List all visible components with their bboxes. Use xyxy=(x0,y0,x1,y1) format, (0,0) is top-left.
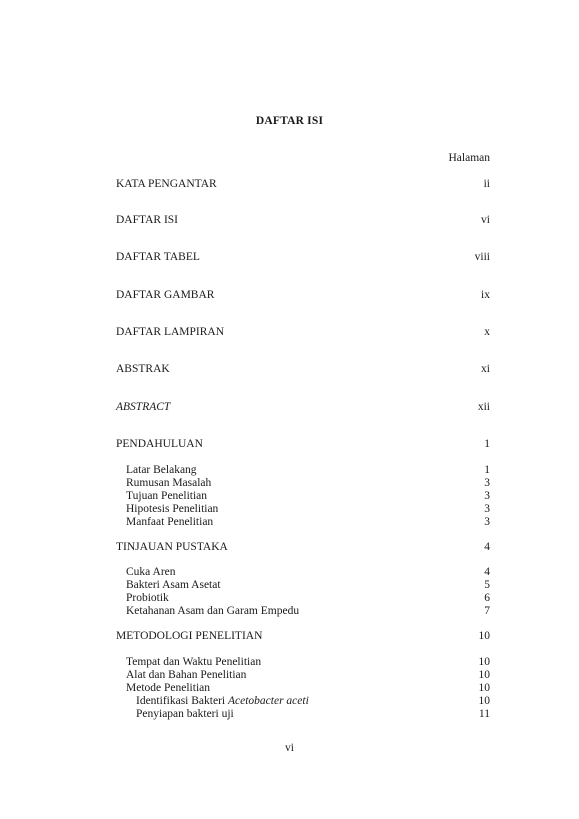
toc-page-number: 10 xyxy=(478,695,490,707)
toc-label: ABSTRACT xyxy=(116,401,171,413)
toc-label: Probiotik xyxy=(126,592,169,604)
toc-entry-alat-bahan xyxy=(126,668,490,682)
toc-label: Hipotesis Penelitian xyxy=(126,503,219,515)
toc-entry-probiotik xyxy=(126,591,490,605)
toc-label: DAFTAR TABEL xyxy=(116,251,200,263)
toc-page-number: 3 xyxy=(484,490,490,502)
toc-page-number: 10 xyxy=(478,682,490,694)
toc-entry-manfaat-penelitian xyxy=(126,515,490,529)
toc-entry-identifikasi-bakteri xyxy=(136,694,490,708)
toc-page-number: vi xyxy=(481,214,490,226)
toc-entry-cuka-aren xyxy=(126,565,490,579)
toc-label: Bakteri Asam Asetat xyxy=(126,579,221,591)
toc-label: Alat dan Bahan Penelitian xyxy=(126,669,247,681)
toc-label: KATA PENGANTAR xyxy=(116,178,217,190)
halaman-header: Halaman xyxy=(448,152,490,164)
toc-label: DAFTAR ISI xyxy=(116,214,179,226)
toc-entry-abstrak xyxy=(116,362,490,376)
toc-entry-tinjauan-pustaka xyxy=(116,540,490,554)
toc-page-number: 10 xyxy=(478,656,490,668)
toc-entry-tujuan-penelitian xyxy=(126,489,490,503)
page-title: DAFTAR ISI xyxy=(255,115,324,127)
toc-label: ABSTRAK xyxy=(116,363,170,375)
toc-page-number: 6 xyxy=(484,592,490,604)
toc-entry-daftar-lampiran xyxy=(116,325,490,339)
toc-page-number: 7 xyxy=(484,605,490,617)
toc-page-number: 3 xyxy=(484,503,490,515)
toc-page-number: 4 xyxy=(484,541,490,553)
toc-page-number: 10 xyxy=(478,630,490,642)
toc-entry-latar-belakang xyxy=(126,463,490,477)
toc-page-number: 4 xyxy=(484,566,490,578)
toc-page-number: 1 xyxy=(484,438,490,450)
toc-label: Latar Belakang xyxy=(126,464,197,476)
toc-entry-rumusan-masalah xyxy=(126,476,490,490)
toc-label-text: Identifikasi Bakteri xyxy=(136,695,226,707)
toc-label xyxy=(136,694,309,708)
toc-page-number: x xyxy=(484,326,490,338)
toc-page-number: ix xyxy=(481,289,490,301)
toc-label: Ketahanan Asam dan Garam Empedu xyxy=(126,605,300,617)
toc-label: Penyiapan bakteri uji xyxy=(136,708,234,720)
toc-label: PENDAHULUAN xyxy=(116,438,203,450)
toc-entry-tempat-waktu xyxy=(126,655,490,669)
toc-entry-ketahanan-asam xyxy=(126,604,490,618)
toc-page-number: viii xyxy=(474,251,490,263)
toc-label: Tempat dan Waktu Penelitian xyxy=(126,656,262,668)
toc-entry-abstract xyxy=(116,400,490,414)
toc-label: METODOLOGI PENELITIAN xyxy=(116,630,263,642)
toc-page-number: 10 xyxy=(478,669,490,681)
toc-page-number: 3 xyxy=(484,516,490,528)
footer-page-number: vi xyxy=(285,742,294,754)
toc-page-number: 5 xyxy=(484,579,490,591)
toc-entry-metode-penelitian xyxy=(126,681,490,695)
toc-label: TINJAUAN PUSTAKA xyxy=(116,541,228,553)
toc-entry-metodologi-penelitian xyxy=(116,629,490,643)
toc-label: Cuka Aren xyxy=(126,566,176,578)
toc-entry-hipotesis-penelitian xyxy=(126,502,490,516)
toc-entry-daftar-gambar xyxy=(116,288,490,302)
toc-label-species: Acetobacter aceti xyxy=(227,695,309,707)
toc-label: Manfaat Penelitian xyxy=(126,516,214,528)
toc-entry-bakteri-asam-asetat xyxy=(126,578,490,592)
toc-entry-daftar-tabel xyxy=(116,250,490,264)
toc-page-number: xi xyxy=(481,363,490,375)
toc-entry-pendahuluan xyxy=(116,437,490,451)
toc-entry-daftar-isi xyxy=(116,213,490,227)
toc-entry-kata-pengantar xyxy=(116,177,490,191)
toc-label: DAFTAR LAMPIRAN xyxy=(116,326,225,338)
toc-label: Metode Penelitian xyxy=(126,682,210,694)
toc-page-number: 11 xyxy=(478,708,490,720)
toc-entry-penyiapan-bakteri xyxy=(136,707,490,721)
toc-page-number: ii xyxy=(483,178,490,190)
toc-label: DAFTAR GAMBAR xyxy=(116,289,215,301)
toc-label: Tujuan Penelitian xyxy=(126,490,208,502)
toc-page-number: 1 xyxy=(484,464,490,476)
toc-label: Rumusan Masalah xyxy=(126,477,212,489)
toc-page-number: 3 xyxy=(484,477,490,489)
toc-page-number: xii xyxy=(477,401,490,413)
